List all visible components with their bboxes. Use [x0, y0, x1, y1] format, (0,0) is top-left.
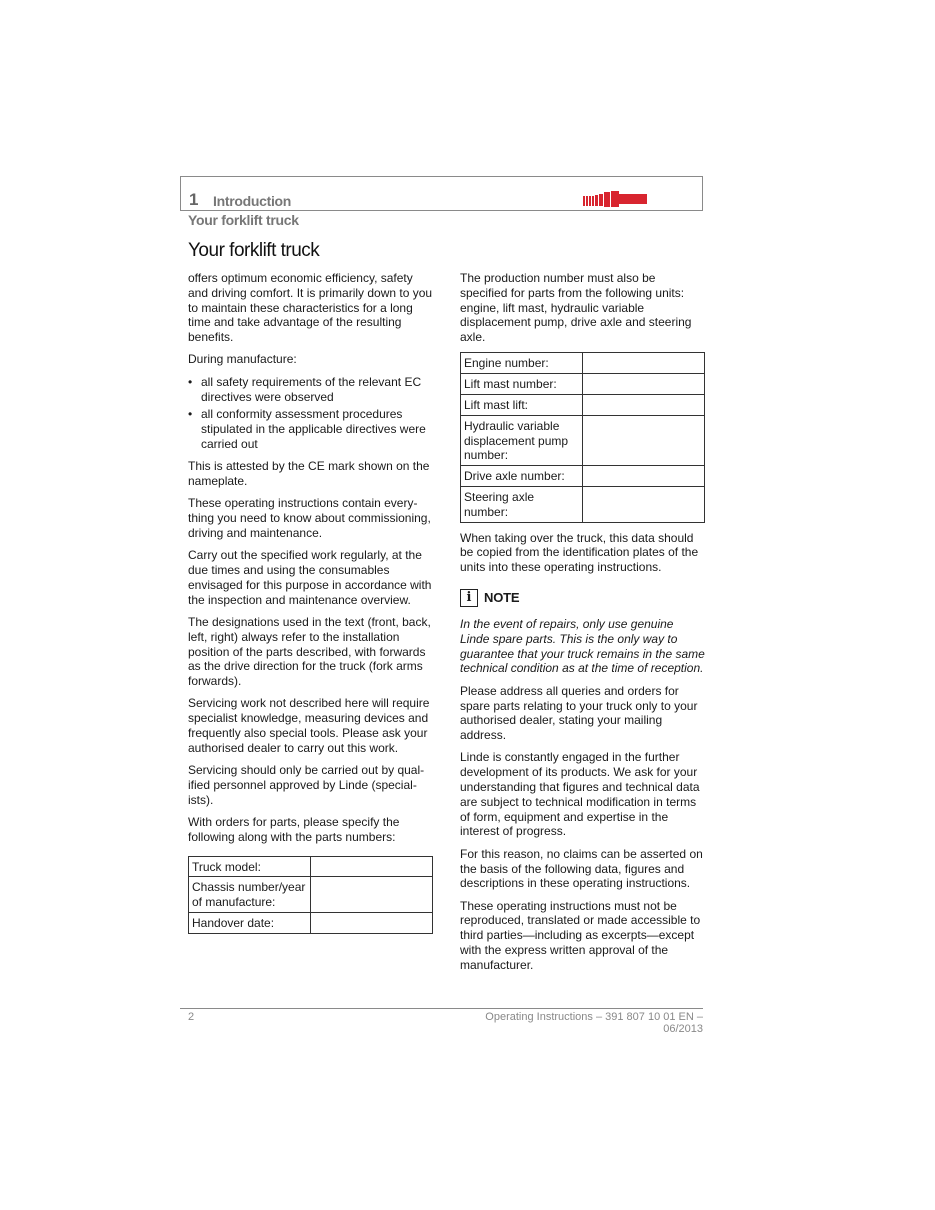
table-row	[461, 353, 705, 374]
info-icon: i	[460, 589, 478, 607]
table-row	[189, 877, 433, 913]
table-label: Drive axle number:	[461, 466, 583, 487]
table-label: Engine number:	[461, 353, 583, 374]
table-label: Hydraulic variable displacement pump number:	[461, 415, 583, 465]
paragraph: Servicing should only be carried out by qualified personnel approved by Linde (specialists).	[188, 763, 425, 807]
table-entry-field	[311, 877, 433, 913]
table-entry-field	[583, 487, 705, 523]
brand-stripe-icon	[583, 191, 647, 207]
table-label: Lift mast number:	[461, 374, 583, 395]
unit-numbers-table	[460, 352, 705, 522]
table-entry-field	[583, 415, 705, 465]
table-entry-field	[583, 374, 705, 395]
truck-info-table	[188, 856, 433, 934]
left-column	[188, 271, 433, 942]
table-entry-field	[311, 912, 433, 933]
note-text: In the event of repairs, only use genuine Linde spare parts. This is the only way to guarantee that your truck remains in the same technical condition as at the time of reception.	[460, 617, 705, 676]
paragraph: offers optimum economic efficiency, safety and driving comfort. It is primarily down to you to maintain these characteristics for a long time and take advantage of the resulting benefits.	[188, 271, 433, 345]
paragraph: For this reason, no claims can be asserted on the basis of the following data, figures and descriptions in these operating instructions.	[460, 846, 703, 891]
right-column	[460, 271, 705, 980]
section-title: Your forklift truck	[188, 212, 299, 228]
paragraph: Carry out the specified work regularly, at the due times and using the consumables envisaged for this purpose in accordance with the inspection and maintenance overview.	[188, 548, 432, 607]
chapter-header	[180, 176, 703, 211]
table-row	[461, 466, 705, 487]
table-label: Truck model:	[189, 856, 311, 877]
list-item: • all safety requirements of the relevant EC directives were observed	[188, 375, 433, 405]
table-entry-field	[311, 856, 433, 877]
paragraph: These operating instructions must not be reproduced, translated or made accessible to third parties—including as excerpts—except with the express written approval of the manufacturer.	[460, 898, 701, 972]
paragraph: This is attested by the CE mark shown on the nameplate.	[188, 459, 430, 489]
paragraph: The production number must also be specified for parts from the following units: engine, lift mast, hydraulic variable displacement pump, drive axle and steering axle.	[460, 271, 692, 345]
table-entry-field	[583, 395, 705, 416]
table-row	[461, 395, 705, 416]
paragraph: With orders for parts, please specify the following along with the parts numbers:	[188, 815, 400, 844]
note-label: NOTE	[484, 589, 520, 605]
table-row	[189, 912, 433, 933]
paragraph: When taking over the truck, this data should be copied from the identification plates of the units into these operating instructions.	[460, 530, 699, 575]
paragraph: These operating instructions contain everything you need to know about commissioning, driving and maintenance.	[188, 496, 431, 540]
footer-divider	[180, 1008, 703, 1009]
table-entry-field	[583, 353, 705, 374]
table-row	[461, 487, 705, 523]
paragraph: Servicing work not described here will require specialist knowledge, measuring devices and frequently also special tools. Please ask your authorised dealer to carry out this work.	[188, 696, 430, 755]
page-number: 2	[188, 1011, 195, 1023]
table-row	[189, 856, 433, 877]
page-title: Your forklift truck	[188, 240, 320, 261]
table-label: Steering axle number:	[461, 487, 583, 523]
paragraph: The designations used in the text (front, back, left, right) always refer to the installation position of the parts described, with forwards as the drive direction for the truck (fork arms forwards).	[188, 614, 431, 689]
paragraph: Please address all queries and orders for spare parts relating to your truck only to your authorised dealer, stating your mailing address.	[460, 683, 698, 743]
chapter-title: Introduction	[213, 193, 292, 209]
paragraph: During manufacture:	[188, 352, 297, 367]
list-item: • all conformity assessment procedures stipulated in the applicable directives were carried out	[188, 407, 433, 451]
table-label: Lift mast lift:	[461, 395, 583, 416]
table-label: Chassis number/year of manufacture:	[189, 877, 311, 913]
table-entry-field	[583, 466, 705, 487]
note-header	[460, 589, 705, 607]
table-label: Handover date:	[189, 912, 311, 933]
chapter-number: 1	[189, 190, 199, 209]
table-row	[461, 415, 705, 465]
table-row	[461, 374, 705, 395]
bullet-list	[188, 375, 433, 452]
paragraph: Linde is constantly engaged in the further development of its products. We ask for your understanding that figures and technical data are subject to technical modification in terms of form, equipment and expertise in the interest of progress.	[460, 750, 700, 839]
document-reference: Operating Instructions – 391 807 10 01 EN – 06/2013	[485, 1011, 703, 1035]
